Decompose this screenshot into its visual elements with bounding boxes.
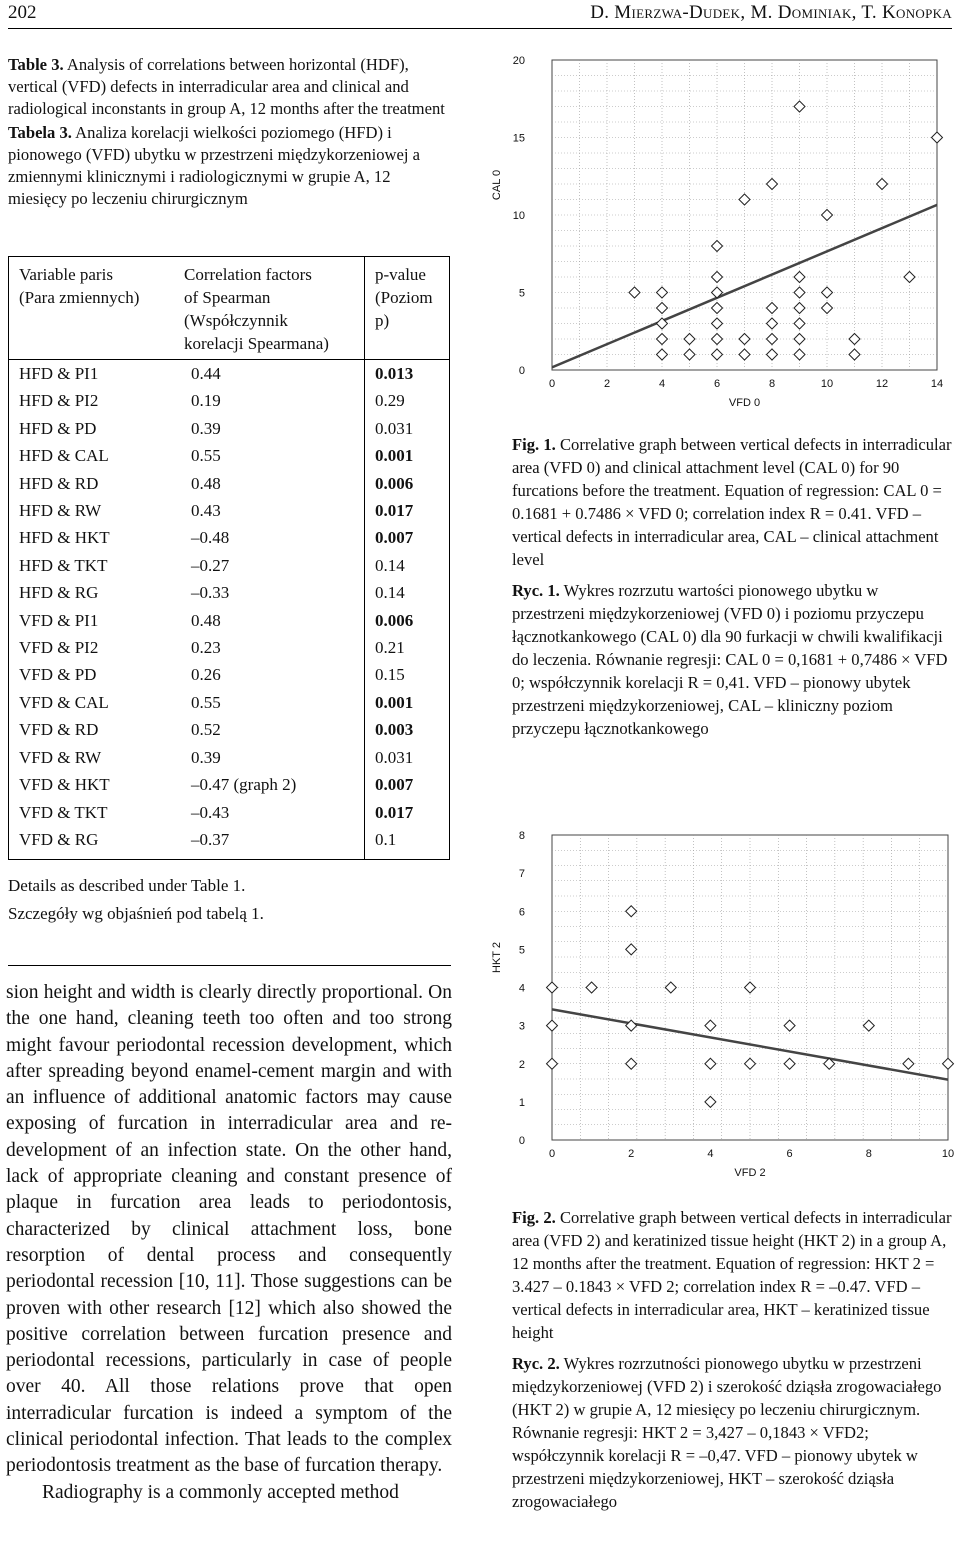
body-text: [6, 980, 452, 1506]
cell-pair: HFD & PI1: [19, 364, 99, 383]
table-row: [9, 387, 450, 414]
data-point: [665, 982, 676, 993]
y-tick-label: 5: [518, 287, 525, 300]
data-point: [745, 1058, 756, 1069]
cell-correlation: –0.37: [191, 829, 230, 849]
x-tick-label: 4: [707, 1148, 714, 1160]
y-tick-label: 5: [518, 944, 525, 957]
header-c1-line1: Variable paris: [19, 265, 113, 284]
data-point: [657, 349, 668, 360]
cell-correlation: 0.43: [191, 501, 221, 521]
cell-pair: VFD & RD: [19, 720, 99, 740]
data-point: [657, 303, 668, 314]
cell-correlation: –0.27: [191, 555, 230, 575]
x-tick-label: 12: [875, 378, 889, 390]
y-tick-label: 0: [518, 1135, 525, 1147]
data-point: [586, 982, 597, 993]
y-tick-label: 2: [518, 1058, 525, 1071]
body-paragraph-1: sion height and width is clearly directly proportional. On the one hand, cleaning teeth too often and too strong might favour periodontal recession development, which after spreading beyond enamel-cement margin and with an influence of additional anatomic factors may cause exposing of furcation in interradicular area and re-development of an infection state. On the other hand, lack of appropriate cleaning and constant presence of plaque in furcation area leads to periodontosis, characterized by clinical attachment loss, bone resorption of dental process and consequently periodontal recession [10, 11]. Those suggestions can be proven with other research [12] which also showed the positive correlation between furcation presence and periodontal recessions, particularly in case of people over 40. All those relations prove that open interradicular furcation is indeed a symptom of the clinical periodontal infection. That leads to the complex periodontosis treatment as the base of furcation therapy.: [6, 982, 452, 1477]
cell-pair: VFD & RW: [19, 747, 102, 767]
data-point: [849, 334, 860, 345]
cell-correlation: 0.39: [191, 747, 221, 767]
y-tick-label: 10: [512, 210, 525, 222]
cell-pair: VFD & HKT: [19, 775, 110, 795]
cell-correlation: 0.26: [191, 665, 221, 685]
table-row: [9, 524, 450, 551]
y-tick-label: 4: [518, 982, 525, 995]
table3-label-en: Table 3.: [8, 55, 64, 74]
cell-pair: HFD & RD: [19, 473, 99, 493]
fig1-label-en: Fig. 1.: [512, 435, 556, 454]
data-point: [684, 349, 695, 360]
cell-pair: HFD & PD: [19, 418, 97, 438]
cell-p-value: 0.14: [365, 579, 450, 606]
data-point: [626, 906, 637, 917]
cell-correlation: 0.48: [191, 473, 221, 493]
fig2-label-pl: Ryc. 2.: [512, 1354, 560, 1373]
cell-p-value: 0.1: [365, 826, 450, 860]
cell-correlation: –0.33: [191, 583, 230, 603]
x-tick-label: 6: [713, 378, 721, 390]
table-row: [9, 799, 450, 826]
header-c3-line2: (Poziom: [375, 288, 433, 307]
data-point: [712, 349, 723, 360]
table3-caption-pl: [8, 122, 451, 210]
cell-p-value: 0.21: [365, 634, 450, 661]
table-row: [9, 607, 450, 634]
cell-correlation: 0.39: [191, 418, 221, 438]
data-point: [822, 303, 833, 314]
data-point: [822, 210, 833, 221]
data-point: [705, 1020, 716, 1031]
table3-caption-pl-text: Analiza korelacji wielkości poziomego (HFD) i pionowego (VFD) ubytku w przestrzeni międzykorzeniowej a zmiennymi klinicznymi i radiologicznymi w grupie A, 12 miesięcy po leczeniu chirurgicznym: [8, 123, 420, 208]
data-point: [705, 1096, 716, 1107]
data-point: [547, 982, 558, 993]
data-point: [767, 179, 778, 190]
data-point: [794, 334, 805, 345]
cell-p-value: 0.006: [365, 607, 450, 634]
cell-correlation: 0.44: [191, 364, 221, 383]
y-tick-label: 8: [518, 830, 525, 842]
cell-pair: HFD & HKT: [19, 528, 110, 548]
data-point: [784, 1020, 795, 1031]
cell-p-value: 0.007: [365, 771, 450, 798]
table-row: [9, 470, 450, 497]
table-row: [9, 442, 450, 469]
x-tick-label: 0: [548, 378, 556, 390]
data-point: [739, 349, 750, 360]
header-variable-pairs: [9, 257, 175, 360]
y-tick-label: 0: [518, 365, 525, 377]
header-c1-line2: (Para zmiennych): [19, 288, 140, 307]
data-point: [863, 1020, 874, 1031]
data-point: [794, 287, 805, 298]
cell-correlation: –0.47 (graph 2): [191, 775, 297, 795]
table-row: [9, 716, 450, 743]
cell-p-value: 0.001: [365, 442, 450, 469]
table-row: [9, 689, 450, 716]
header-correlation: [174, 257, 365, 360]
data-point: [932, 132, 943, 143]
x-tick-label: 0: [548, 1148, 556, 1160]
cell-pair: VFD & TKT: [19, 802, 108, 822]
cell-correlation: 0.55: [191, 446, 221, 466]
fig2-text-pl: Wykres rozrzutności pionowego ubytku w przestrzeni międzykorzeniowej (VFD 2) i szerokość dziąsła zrogowaciałego (HKT 2) w grupie A, 12 miesięcy po leczeniu chirurgicznym. Równanie regresji: HKT 2 = 3,427 – 0,1843 × VFD2; współczynnik korelacji R = –0,47. VFD – pionowy ubytek w przestrzeni międzykorzeniowej, HKT – szerokość dziąsła zrogowaciałego: [512, 1354, 942, 1511]
data-point: [877, 179, 888, 190]
chart2-svg: [491, 830, 960, 1200]
cell-p-value: 0.013: [365, 360, 450, 388]
data-point: [794, 318, 805, 329]
data-point: [794, 349, 805, 360]
figure-1-chart: [491, 55, 955, 430]
cell-correlation: 0.52: [191, 720, 221, 740]
cell-p-value: 0.001: [365, 689, 450, 716]
cell-correlation: 0.23: [191, 638, 221, 658]
data-point: [849, 349, 860, 360]
table3-caption-en-text: Analysis of correlations between horizontal (HDF), vertical (VFD) defects in interradicular area and clinical and radiological inconstants in group A, 12 months after the treatment: [8, 55, 445, 118]
body-paragraph-2: Radiography is a commonly accepted method: [42, 1481, 399, 1503]
x-tick-label: 10: [941, 1148, 955, 1160]
data-point: [739, 334, 750, 345]
cell-p-value: 0.017: [365, 799, 450, 826]
data-point: [629, 287, 640, 298]
fig1-text-en: Correlative graph between vertical defects in interradicular area (VFD 0) and clinical attachment level (CAL 0) for 90 furcations before the treatment. Equation of regression: CAL 0 = 0.1681 + 0.7486 × VFD 0; correlation index R = 0.41. VFD – vertical defects in interradicular area, CAL – clinical attachment level: [512, 435, 952, 569]
cell-correlation: –0.43: [191, 802, 230, 822]
y-tick-label: 1: [518, 1096, 525, 1109]
cell-p-value: 0.031: [365, 415, 450, 442]
figure-2-chart: [491, 830, 960, 1205]
data-point: [712, 241, 723, 252]
data-point: [712, 303, 723, 314]
table-row: [9, 497, 450, 524]
data-point: [767, 334, 778, 345]
data-point: [745, 982, 756, 993]
x-tick-label: 2: [628, 1148, 635, 1160]
x-axis-label: VFD 0: [728, 397, 761, 409]
cell-pair: HFD & CAL: [19, 446, 109, 466]
fig2-text-en: Correlative graph between vertical defects in interradicular area (VFD 2) and keratinized tissue height (HKT 2) in a group A, 12 months after the treatment. Equation of regression: HKT 2 = 3.427 – 0.1843 × VFD 2; correlation index R = –0.47. VFD – vertical defects in interradicular area, HKT – keratinized tissue height: [512, 1208, 952, 1342]
data-point: [767, 303, 778, 314]
data-point: [794, 303, 805, 314]
table-row: [9, 579, 450, 606]
table-row: [9, 552, 450, 579]
table-notes: [8, 872, 264, 928]
data-point: [657, 287, 668, 298]
cell-p-value: 0.15: [365, 661, 450, 688]
data-point: [794, 101, 805, 112]
x-tick-label: 8: [865, 1148, 872, 1160]
table-header-row: [9, 257, 450, 360]
cell-correlation: –0.48: [191, 528, 230, 548]
chart1-svg: [491, 55, 955, 425]
table-row: [9, 415, 450, 442]
data-point: [784, 1058, 795, 1069]
column-separator: [8, 965, 451, 966]
header-c3-line1: p-value: [375, 265, 426, 284]
cell-pair: VFD & CAL: [19, 692, 109, 712]
figure-2-caption: [512, 1206, 954, 1521]
y-tick-label: 15: [512, 132, 525, 145]
data-point: [547, 1058, 558, 1069]
data-point: [904, 272, 915, 283]
y-tick-label: 20: [512, 55, 525, 67]
fig2-caption-en: [512, 1206, 954, 1344]
table-row: [9, 744, 450, 771]
cell-pair: VFD & PI2: [19, 638, 99, 658]
cell-pair: HFD & RW: [19, 501, 102, 521]
cell-p-value: 0.017: [365, 497, 450, 524]
cell-pair: HFD & TKT: [19, 555, 108, 575]
table3-label-pl: Tabela 3.: [8, 123, 72, 142]
cell-p-value: 0.14: [365, 552, 450, 579]
table-row: [9, 360, 450, 388]
cell-correlation: 0.55: [191, 692, 221, 712]
table-row: [9, 826, 450, 860]
page-number: 202: [8, 2, 37, 23]
data-point: [684, 334, 695, 345]
data-point: [822, 287, 833, 298]
header-c2-line2: of Spearman: [184, 288, 271, 307]
data-point: [767, 318, 778, 329]
data-point: [712, 272, 723, 283]
y-axis-label: HKT 2: [491, 942, 503, 973]
header-c3-line3: p): [375, 311, 390, 330]
cell-p-value: 0.003: [365, 716, 450, 743]
x-tick-label: 10: [820, 378, 834, 390]
data-point: [794, 272, 805, 283]
table-row: [9, 634, 450, 661]
data-point: [626, 1058, 637, 1069]
cell-pair: VFD & RG: [19, 829, 99, 849]
y-axis-label: CAL 0: [491, 169, 503, 201]
table-row: [9, 661, 450, 688]
figure-1-caption: [512, 433, 954, 748]
fig2-label-en: Fig. 2.: [512, 1208, 556, 1227]
fig1-caption-en: [512, 433, 954, 571]
y-tick-label: 6: [518, 906, 525, 919]
note-pl: Szczegóły wg objaśnień pod tabelą 1.: [8, 904, 264, 923]
running-authors: D. Mierzwa-Dudek, M. Dominiak, T. Konopka: [590, 2, 952, 23]
data-point: [739, 194, 750, 205]
data-point: [705, 1058, 716, 1069]
header-c2-line1: Correlation factors: [184, 265, 312, 284]
data-point: [903, 1058, 914, 1069]
cell-pair: VFD & PI1: [19, 610, 99, 630]
x-tick-label: 8: [768, 378, 776, 390]
cell-p-value: 0.007: [365, 524, 450, 551]
table-row: [9, 771, 450, 798]
fig1-caption-pl: [512, 579, 954, 740]
cell-pair: HFD & PI2: [19, 391, 99, 411]
data-point: [547, 1020, 558, 1031]
data-point: [626, 944, 637, 955]
cell-correlation: 0.19: [191, 391, 221, 411]
cell-correlation: 0.48: [191, 610, 221, 630]
x-tick-label: 14: [930, 378, 944, 390]
cell-p-value: 0.006: [365, 470, 450, 497]
data-point: [657, 334, 668, 345]
header-c2-line3: (Współczynnik: [184, 311, 288, 330]
table3-caption-en: [8, 54, 451, 120]
running-header: [8, 0, 952, 29]
x-tick-label: 2: [603, 378, 611, 390]
table-body: [9, 360, 450, 860]
fig2-caption-pl: [512, 1352, 954, 1513]
cell-pair: VFD & PD: [19, 665, 97, 685]
data-point: [712, 318, 723, 329]
y-tick-label: 3: [518, 1020, 525, 1033]
table3-caption: [8, 54, 451, 210]
data-point: [767, 349, 778, 360]
header-c2-line4: korelacji Spearmana): [184, 334, 329, 353]
fig1-label-pl: Ryc. 1.: [512, 581, 560, 600]
note-en: Details as described under Table 1.: [8, 876, 246, 895]
fig1-text-pl: Wykres rozrzutu wartości pionowego ubytku w przestrzeni międzykorzeniowej (VFD 0) i poziomu przyczepu łącznotkankowego (CAL 0) dla 90 furkacji w chwili kwalifikacji do leczenia. Równanie regresji: CAL 0 = 0,1681 + 0,7486 × VFD 0; współczynnik korelacji R = 0,41. VFD – pionowy ubytek przestrzeni międzykorzeniowej, CAL – kliniczny poziom przyczepu łącznotkankowego: [512, 581, 948, 738]
y-tick-label: 7: [518, 868, 525, 881]
cell-p-value: 0.031: [365, 744, 450, 771]
data-point: [943, 1058, 954, 1069]
x-tick-label: 6: [786, 1148, 793, 1160]
header-p-value: [365, 257, 450, 360]
data-point: [712, 334, 723, 345]
correlation-table: [8, 256, 450, 860]
cell-pair: HFD & RG: [19, 583, 99, 603]
x-axis-label: VFD 2: [734, 1167, 766, 1179]
cell-p-value: 0.29: [365, 387, 450, 414]
x-tick-label: 4: [658, 378, 666, 390]
